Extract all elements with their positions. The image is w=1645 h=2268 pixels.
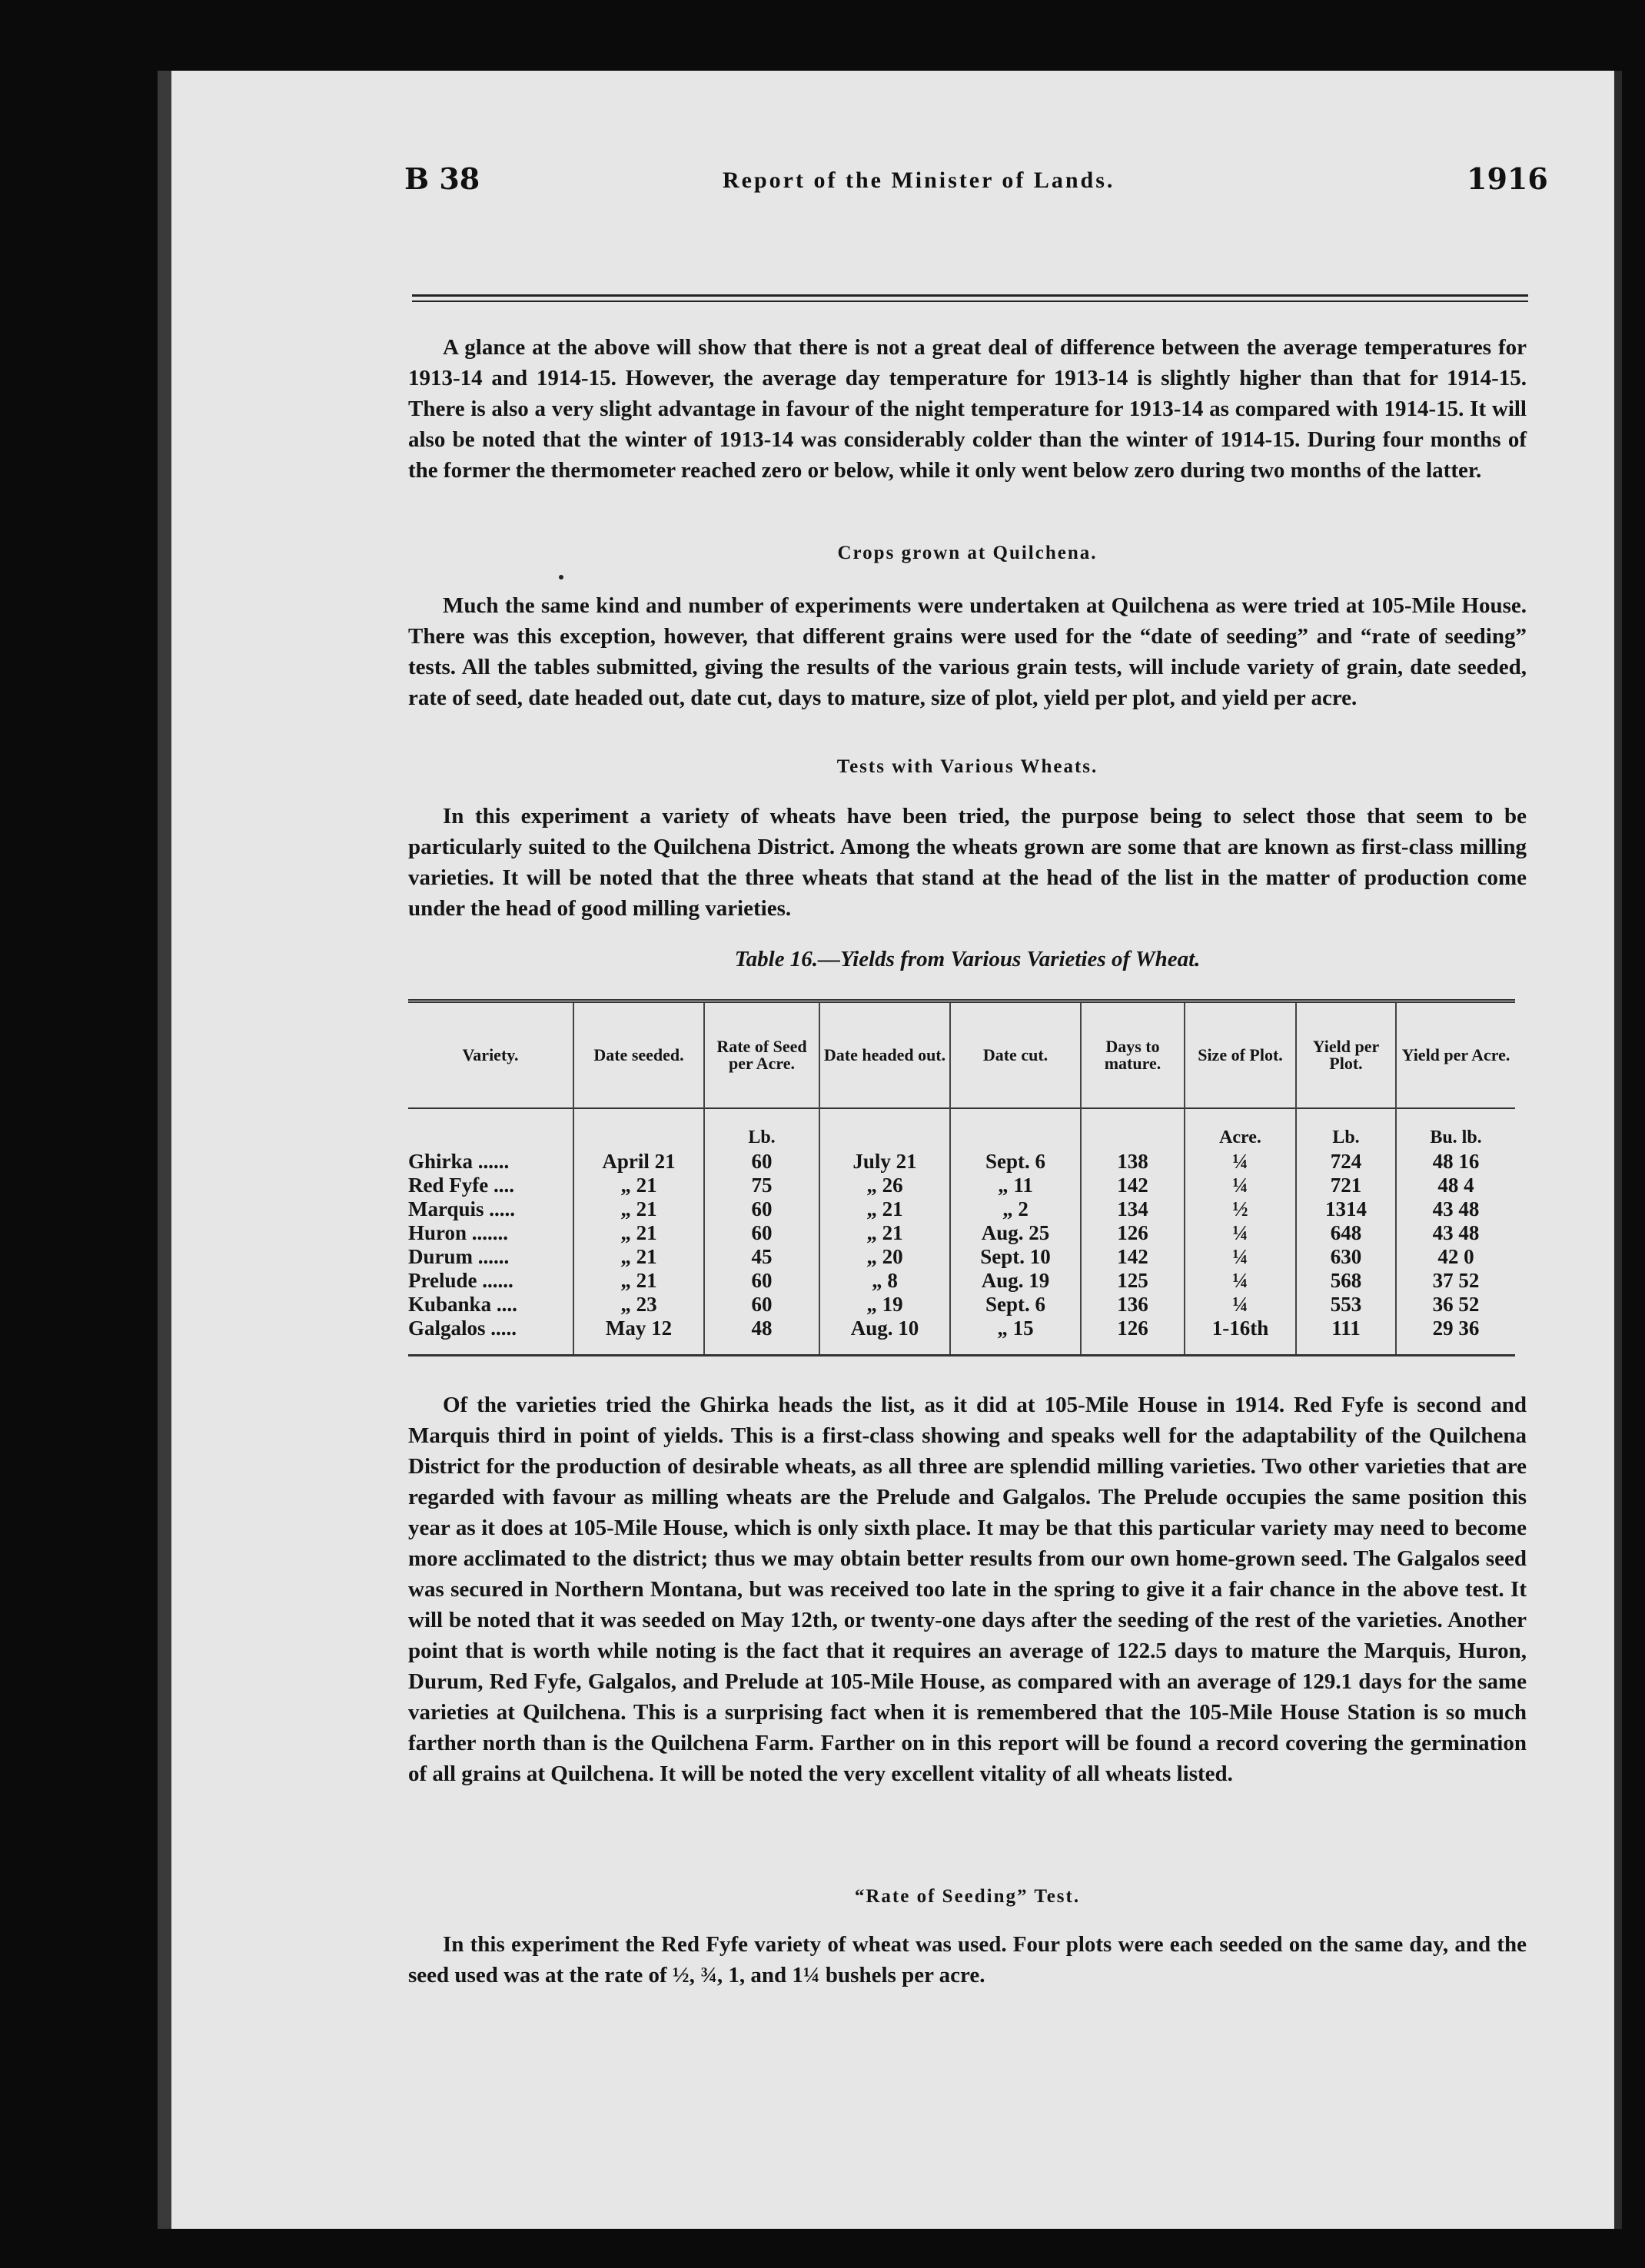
table-cell: Sept. 10 [950, 1245, 1081, 1269]
table-row [408, 1245, 1515, 1269]
table-cell: May 12 [573, 1317, 704, 1356]
table-cell: Aug. 25 [950, 1221, 1081, 1245]
table-cell: Ghirka ...... [408, 1150, 510, 1173]
table-cell: „ 21 [573, 1269, 704, 1293]
crops-paragraph: Much the same kind and number of experiments were undertaken at Quilchena as were tried at 105-Mile House. There was this exception, however, that different grains were used for the “date of seeding” and “rate of seeding” tests. All the tables submitted, giving the results of the various grain tests, will include variety of grain, date seeded, rate of seed, date headed out, date cut, days to mature, size of plot, yield per plot, and yield per acre. [408, 593, 1527, 710]
column-header: Date cut. [950, 1001, 1081, 1109]
unit-cell: Lb. [704, 1108, 819, 1150]
table-cell: „ 23 [573, 1293, 704, 1317]
rate-paragraph: In this experiment the Red Fyfe variety of wheat was used. Four plots were each seeded on the same day, and the seed used was at the rate of ½, ¾, 1, and 1¼ bushels per acre. [408, 1932, 1527, 1987]
table-cell: 136 [1081, 1293, 1185, 1317]
results-paragraph: Of the varieties tried the Ghirka heads the list, as it did at 105-Mile House in 1914. Red Fyfe is second and Marquis third in point of yields. This is a first-class showing and speaks well for the adaptability of the Quilchena District for the production of desirable wheats, as all three are splendid milling varieties. Two other varieties that are regarded with favour as milling wheats are the Prelude and Galgalos. The Prelude occupies the same position this year as it does at 105-Mile House, which is only sixth place. It may be that this particular variety may need to become more acclimated to the district; thus we may obtain better results from our own home-grown seed. The Galgalos seed was secured in Northern Montana, but was received too late in the spring to give it a fair chance in the above test. It will be noted that it was seeded on May 12th, or twenty-one days after the seeding of the rest of the varieties. Another point that is worth while noting is the fact that it requires an average of 122.5 days to mature the Marquis, Huron, Durum, Red Fyfe, Galgalos, and Prelude at 105-Mile House, as compared with an average of 129.1 days for the same varieties at Quilchena. This is a surprising fact when it is remembered that the 105-Mile House Station is so much farther north than is the Quilchena Farm. Farther on in this report will be found a record covering the germination of all grains at Quilchena. It will be noted the very excellent vitality of all wheats listed. [408, 1393, 1527, 1786]
table-cell: Prelude ...... [408, 1269, 513, 1292]
table-cell: 75 [704, 1174, 819, 1197]
table-cell: 724 [1296, 1150, 1396, 1174]
table-cell: 60 [704, 1269, 819, 1293]
column-header: Date headed out. [819, 1001, 950, 1109]
table-cell: 125 [1081, 1269, 1185, 1293]
table-cell: 42 0 [1396, 1245, 1515, 1269]
table-cell: „ 20 [819, 1245, 950, 1269]
table-cell: 43 48 [1396, 1221, 1515, 1245]
table-cell: ¼ [1185, 1150, 1296, 1174]
table-cell: 630 [1296, 1245, 1396, 1269]
wheats-paragraph: In this experiment a variety of wheats have been tried, the purpose being to select those that seem to be particularly suited to the Quilchena District. Among the wheats grown are some that are known as first-class milling varieties. It will be noted that the three wheats that stand at the head of the list in the matter of production come under the head of good milling varieties. [408, 804, 1527, 921]
ink-dot [559, 575, 563, 579]
table-cell: ¼ [1185, 1174, 1296, 1197]
table-cell: ½ [1185, 1197, 1296, 1221]
table-row [408, 1269, 1515, 1293]
table-cell: Galgalos ..... [408, 1317, 517, 1340]
table-cell: 1314 [1296, 1197, 1396, 1221]
section-heading-wheats: Tests with Various Wheats. [836, 756, 1098, 777]
header-rule [412, 294, 1528, 302]
column-header: Yield per Acre. [1396, 1001, 1515, 1109]
unit-cell: Bu. lb. [1396, 1108, 1515, 1150]
table-cell: ¼ [1185, 1245, 1296, 1269]
table-cell: 43 48 [1396, 1197, 1515, 1221]
unit-cell [819, 1108, 950, 1150]
section-heading-rate: “Rate of Seeding” Test. [854, 1886, 1081, 1907]
table-cell: Durum ...... [408, 1245, 510, 1268]
table-cell: 721 [1296, 1174, 1396, 1197]
table-cell: 60 [704, 1150, 819, 1174]
table-cell: 142 [1081, 1174, 1185, 1197]
table-row [408, 1150, 1515, 1174]
table-row [408, 1197, 1515, 1221]
table-cell: 48 4 [1396, 1174, 1515, 1197]
column-header: Variety. [462, 1045, 519, 1064]
column-header: Size of Plot. [1185, 1001, 1296, 1109]
table-cell: „ 21 [819, 1221, 950, 1245]
section-heading-crops: Crops grown at Quilchena. [837, 543, 1098, 563]
column-header: Rate of Seed per Acre. [704, 1001, 819, 1109]
page-number: B 38 [404, 161, 480, 196]
table-row [408, 1174, 1515, 1197]
units-row [408, 1108, 1515, 1150]
unit-cell: Acre. [1185, 1108, 1296, 1150]
unit-cell [950, 1108, 1081, 1150]
table-row [408, 1317, 1515, 1356]
table-cell: 29 36 [1396, 1317, 1515, 1356]
table-cell: Red Fyfe .... [408, 1174, 514, 1197]
table-cell: „ 26 [819, 1174, 950, 1197]
table-cell: 134 [1081, 1197, 1185, 1221]
table-cell: Aug. 10 [819, 1317, 950, 1356]
table-cell: „ 21 [819, 1197, 950, 1221]
table-cell: „ 21 [573, 1174, 704, 1197]
table-cell: 60 [704, 1197, 819, 1221]
table-cell: April 21 [573, 1150, 704, 1174]
running-header [0, 161, 1645, 208]
unit-cell [1081, 1108, 1185, 1150]
table-cell: 126 [1081, 1221, 1185, 1245]
table-cell: 1-16th [1185, 1317, 1296, 1356]
table-cell: 60 [704, 1293, 819, 1317]
table-cell: 37 52 [1396, 1269, 1515, 1293]
table-cell: ¼ [1185, 1269, 1296, 1293]
table-cell: 126 [1081, 1317, 1185, 1356]
table-cell: „ 21 [573, 1197, 704, 1221]
intro-paragraph: A glance at the above will show that there is not a great deal of difference between the average temperatures for 1913-14 and 1914-15. However, the average day temperature for 1913-14 is slightly higher than that for 1914-15. There is also a very slight advantage in favour of the night temperature for 1913-14 as compared with 1914-15. It will also be noted that the winter of 1913-14 was considerably colder than the winter of 1914-15. During four months of the former the thermometer reached zero or below, while it only went below zero during two months of the latter. [408, 335, 1527, 483]
unit-cell [573, 1108, 704, 1150]
table-cell: Huron ....... [408, 1221, 509, 1244]
table-cell: 36 52 [1396, 1293, 1515, 1317]
table-cell: 111 [1296, 1317, 1396, 1356]
table-cell: „ 21 [573, 1245, 704, 1269]
table-cell: ¼ [1185, 1293, 1296, 1317]
table-cell: Sept. 6 [950, 1293, 1081, 1317]
unit-cell [408, 1108, 573, 1150]
column-header: Yield per Plot. [1296, 1001, 1396, 1109]
column-header: Days to mature. [1081, 1001, 1185, 1109]
table-header-row [408, 1001, 1515, 1109]
table-cell: 45 [704, 1245, 819, 1269]
year: 1916 [1467, 161, 1548, 196]
running-title: Report of the Minister of Lands. [723, 168, 1115, 193]
table-cell: „ 8 [819, 1269, 950, 1293]
table-cell: „ 21 [573, 1221, 704, 1245]
wheat-yield-table [408, 999, 1515, 1356]
table-row [408, 1221, 1515, 1245]
table-cell: July 21 [819, 1150, 950, 1174]
table-cell: Kubanka .... [408, 1293, 517, 1316]
table-cell: 48 [704, 1317, 819, 1356]
table-cell: „ 11 [950, 1174, 1081, 1197]
table-cell: ¼ [1185, 1221, 1296, 1245]
table-caption: Table 16.—Yields from Various Varieties of Wheat. [734, 947, 1201, 971]
table-cell: 60 [704, 1221, 819, 1245]
table-cell: Sept. 6 [950, 1150, 1081, 1174]
table-cell: „ 19 [819, 1293, 950, 1317]
unit-cell: Lb. [1296, 1108, 1396, 1150]
column-header: Date seeded. [573, 1001, 704, 1109]
table-cell: 138 [1081, 1150, 1185, 1174]
table-cell: 648 [1296, 1221, 1396, 1245]
table-cell: 142 [1081, 1245, 1185, 1269]
table-row [408, 1293, 1515, 1317]
table-cell: 48 16 [1396, 1150, 1515, 1174]
table-cell: Marquis ..... [408, 1197, 516, 1220]
table-cell: „ 15 [950, 1317, 1081, 1356]
table-cell: 553 [1296, 1293, 1396, 1317]
table-cell: 568 [1296, 1269, 1396, 1293]
table-cell: „ 2 [950, 1197, 1081, 1221]
table-cell: Aug. 19 [950, 1269, 1081, 1293]
